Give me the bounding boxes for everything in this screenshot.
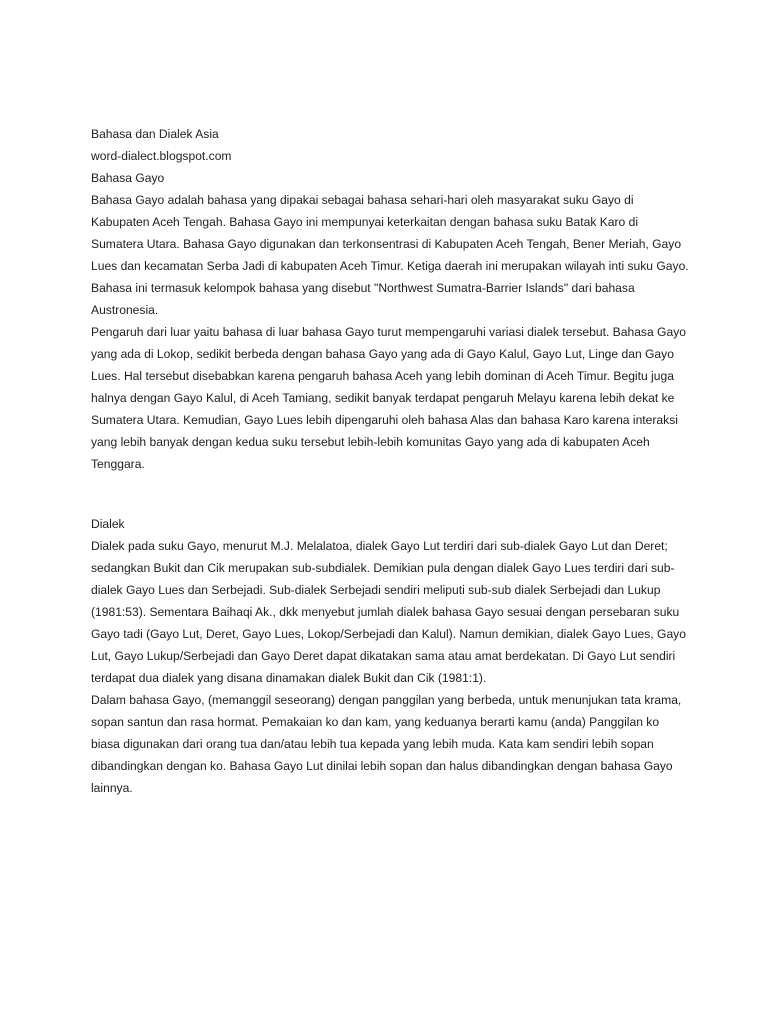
document-body: [91, 123, 691, 799]
paragraph: Bahasa Gayo adalah bahasa yang dipakai sebagai bahasa sehari-hari oleh masyarakat suku Gayo di Kabupaten Aceh Tengah. Bahasa Gayo ini mempunyai keterkaitan dengan bahasa suku Batak Karo di Sumatera Utara. Bahasa Gayo digunakan dan terkonsentrasi di Kabupaten Aceh Tengah, Bener Meriah, Gayo Lues dan kecamatan Serba Jadi di kabupaten Aceh Timur. Ketiga daerah ini merupakan wilayah inti suku Gayo. Bahasa ini termasuk kelompok bahasa yang disebut "Northwest Sumatra-Barrier Islands" dari bahasa Austronesia.: [91, 193, 689, 317]
paragraph: Pengaruh dari luar yaitu bahasa di luar bahasa Gayo turut mempengaruhi variasi dialek tersebut. Bahasa Gayo yang ada di Lokop, sedikit berbeda dengan bahasa Gayo yang ada di Gayo Kalul, Gayo Lut, Linge dan Gayo Lues. Hal tersebut disebabkan karena pengaruh bahasa Aceh yang lebih dominan di Aceh Timur. Begitu juga halnya dengan Gayo Kalul, di Aceh Tamiang, sedikit banyak terdapat pengaruh Melayu karena lebih dekat ke Sumatera Utara. Kemudian, Gayo Lues lebih dipengaruhi oleh bahasa Alas dan bahasa Karo karena interaksi yang lebih banyak dengan kedua suku tersebut lebih-lebih komunitas Gayo yang ada di kabupaten Aceh Tenggara.: [91, 325, 686, 471]
paragraph: Dalam bahasa Gayo, (memanggil seseorang) dengan panggilan yang berbeda, untuk menunjukan tata krama, sopan santun dan rasa hormat. Pemakaian ko dan kam, yang keduanya berarti kamu (anda) Panggilan ko biasa digunakan dari orang tua dan/atau lebih tua kepada yang lebih muda. Kata kam sendiri lebih sopan dibandingkan dengan ko. Bahasa Gayo Lut dinilai lebih sopan dan halus dibandingkan dengan bahasa Gayo lainnya.: [91, 693, 682, 795]
section-heading-bahasa-gayo: Bahasa Gayo: [91, 171, 165, 185]
section-heading-dialek: Dialek: [91, 517, 125, 531]
document-source: word-dialect.blogspot.com: [91, 149, 232, 163]
document-title: Bahasa dan Dialek Asia: [91, 127, 219, 141]
paragraph: Dialek pada suku Gayo, menurut M.J. Melalatoa, dialek Gayo Lut terdiri dari sub-dialek Gayo Lut dan Deret; sedangkan Bukit dan Cik merupakan sub-subdialek. Demikian pula dengan dialek Gayo Lues terdiri dari sub-dialek Gayo Lues dan Serbejadi. Sub-dialek Serbejadi sendiri meliputi sub-sub dialek Serbejadi dan Lukup (1981:53). Sementara Baihaqi Ak., dkk menyebut jumlah dialek bahasa Gayo sesuai dengan persebaran suku Gayo tadi (Gayo Lut, Deret, Gayo Lues, Lokop/Serbejadi dan Kalul). Namun demikian, dialek Gayo Lues, Gayo Lut, Gayo Lukup/Serbejadi dan Gayo Deret dapat dikatakan sama atau amat berdekatan. Di Gayo Lut sendiri terdapat dua dialek yang disana dinamakan dialek Bukit dan Cik (1981:1).: [91, 539, 686, 685]
